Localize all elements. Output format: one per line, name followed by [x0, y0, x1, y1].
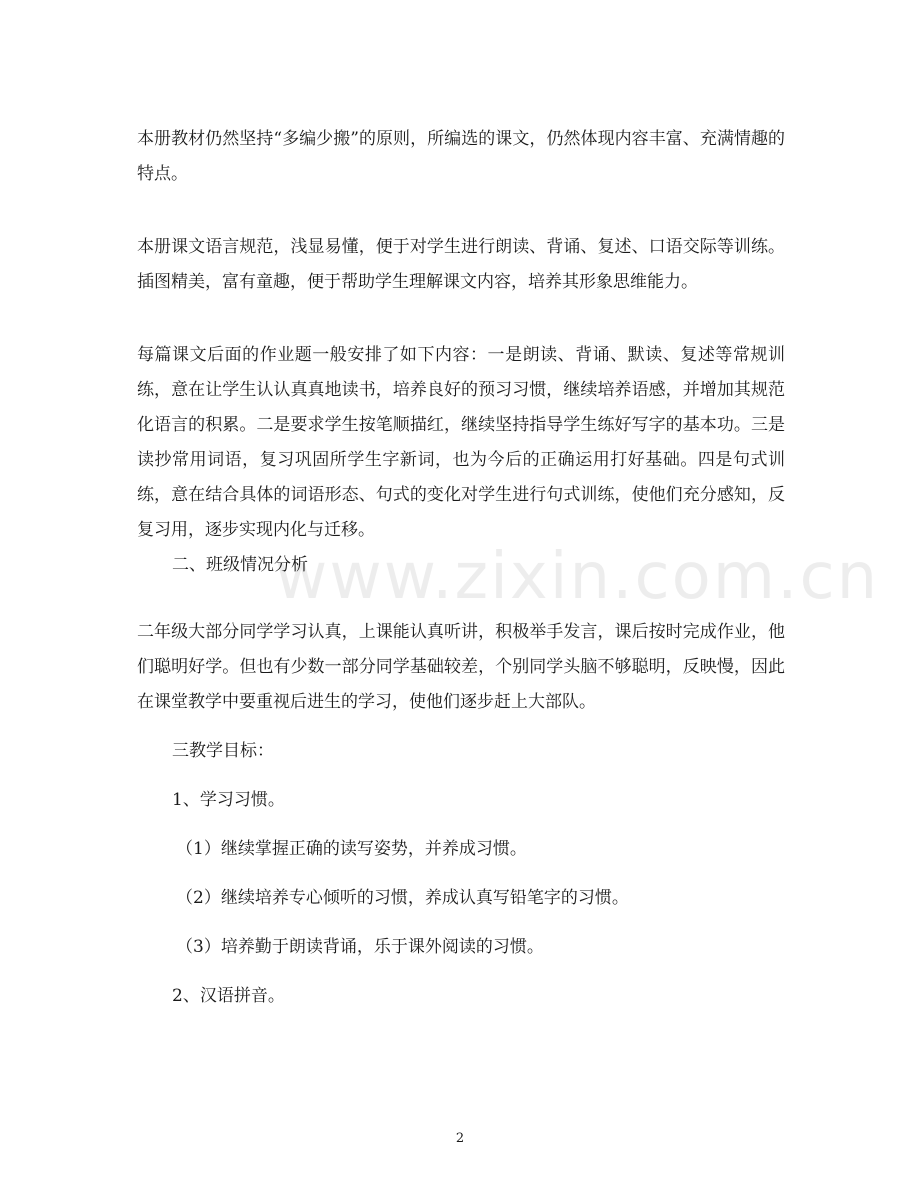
paragraph-textbook-principle: 本册教材仍然坚持“多编少搬”的原则，所编选的课文，仍然体现内容丰富、充满情趣的特点。 [137, 129, 785, 184]
heading-class-analysis: 二、班级情况分析 [172, 555, 308, 575]
paragraph-language-style: 本册课文语言规范，浅显易懂，便于对学生进行朗读、背诵、复述、口语交际等训练。插图精美，富有童趣，便于帮助学生理解课文内容，培养其形象思维能力。 [137, 237, 785, 292]
list-item-pinyin: 2、汉语拼音。 [172, 986, 285, 1006]
sub-item-listening-habit: （2）继续培养专心倾听的习惯，养成认真写铅笔字的习惯。 [176, 888, 629, 908]
page-number: 2 [455, 1131, 465, 1146]
heading-teaching-goals: 三教学目标： [172, 741, 274, 761]
paragraph-homework-content: 每篇课文后面的作业题一般安排了如下内容：一是朗读、背诵、默读、复述等常规训练，意在让学生认认真真地读书，培养良好的预习习惯，继续培养语感，并增加其规范化语言的积累。二是要求学生按笔顺描红，继续坚持指导学生练好写字的基本功。三是读抄常用词语，复习巩固所学生字新词，也为今后的正确运用打好基础。四是句式训练，意在结合具体的词语形态、句式的变化对学生进行句式训练，使他们充分感知，反复习用，逐步实现内化与迁移。 [137, 345, 785, 540]
document-body [137, 122, 785, 1014]
sub-item-writing-posture: （1）继续掌握正确的读写姿势，并养成习惯。 [176, 839, 527, 859]
paragraph-class-situation: 二年级大部分同学学习认真，上课能认真听讲，积极举手发言，课后按时完成作业，他们聪明好学。但也有少数一部分同学基础较差，个别同学头脑不够聪明，反映慢，因此在课堂教学中要重视后进生的学习，使他们逐步赶上大部队。 [137, 622, 785, 712]
list-item-study-habits: 1、学习习惯。 [172, 790, 285, 810]
sub-item-reading-habit: （3）培养勤于朗读背诵，乐于课外阅读的习惯。 [176, 937, 544, 957]
watermark-text: www.zixin.com.cn [275, 540, 880, 614]
